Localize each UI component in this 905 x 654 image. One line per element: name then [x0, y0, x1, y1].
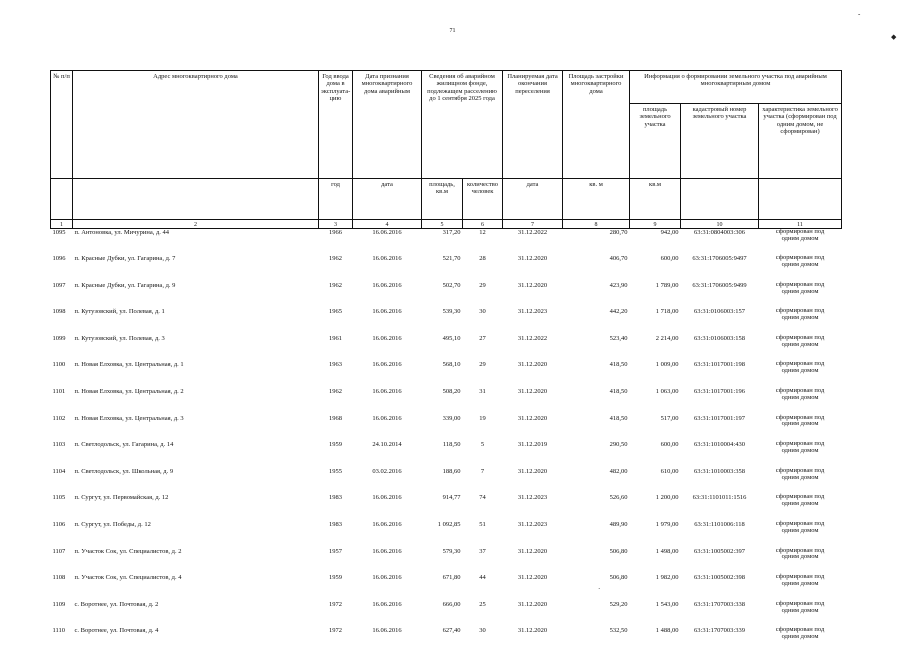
cadastral-number: 63:31:1010003:358 [681, 468, 759, 495]
building-area: 406,70 [563, 255, 630, 282]
building-area: 482,00 [563, 468, 630, 495]
land-characteristic-line: сформирован под [761, 335, 840, 342]
land-area: 1 009,00 [630, 361, 681, 388]
column-number: 4 [353, 220, 422, 229]
building-area: 529,20 [563, 601, 630, 628]
unit-people: количество человек [463, 179, 503, 220]
land-characteristic-line: сформирован под [761, 601, 840, 608]
cadastral-number: 63:31:0106003:158 [681, 335, 759, 362]
resident-count: 28 [463, 255, 503, 282]
commission-year: 1959 [319, 441, 353, 468]
house-address: с. Воротнее, ул. Почтовая, д. 4 [73, 627, 319, 654]
resident-count: 19 [463, 415, 503, 442]
header-cadastre: кадастровый номер земельного участка [681, 104, 759, 179]
house-address: п. Красные Дубки, ул. Гагарина, д. 7 [73, 255, 319, 282]
table-row [51, 255, 842, 282]
planned-resettlement-date: 31.12.2020 [503, 282, 563, 309]
table-row [51, 308, 842, 335]
commission-year: 1962 [319, 282, 353, 309]
row-number: 1095 [51, 229, 73, 256]
land-area: 1 543,00 [630, 601, 681, 628]
land-characteristic [759, 335, 842, 362]
building-area: 418,50 [563, 388, 630, 415]
building-area: 532,50 [563, 627, 630, 654]
table-row [51, 361, 842, 388]
land-characteristic-line: одним домом [761, 581, 840, 588]
resident-count: 29 [463, 361, 503, 388]
header-year: Год ввода дома в эксплуата-цию [319, 71, 353, 179]
column-number: 6 [463, 220, 503, 229]
cadastral-number: 63:31:1017001:196 [681, 388, 759, 415]
row-number: 1099 [51, 335, 73, 362]
emergency-housing-table [50, 70, 842, 654]
land-characteristic [759, 574, 842, 601]
row-number: 1102 [51, 415, 73, 442]
table-row [51, 468, 842, 495]
planned-resettlement-date: 31.12.2020 [503, 601, 563, 628]
planned-resettlement-date: 31.12.2019 [503, 441, 563, 468]
planned-resettlement-date: 31.12.2020 [503, 415, 563, 442]
planned-resettlement-date: 31.12.2023 [503, 308, 563, 335]
commission-year: 1962 [319, 388, 353, 415]
building-area: 526,60 [563, 494, 630, 521]
cadastral-number: 63:31:1010004:430 [681, 441, 759, 468]
housing-area: 568,10 [422, 361, 463, 388]
land-characteristic-line: одним домом [761, 368, 840, 375]
scan-mark: · [598, 585, 600, 593]
row-number: 1108 [51, 574, 73, 601]
recognition-date: 16.06.2016 [353, 361, 422, 388]
recognition-date: 24.10.2014 [353, 441, 422, 468]
column-number: 3 [319, 220, 353, 229]
recognition-date: 16.06.2016 [353, 229, 422, 256]
cadastral-number: 63:31:1707003:338 [681, 601, 759, 628]
commission-year: 1983 [319, 521, 353, 548]
row-number: 1106 [51, 521, 73, 548]
building-area: 418,50 [563, 415, 630, 442]
column-number: 1 [51, 220, 73, 229]
resident-count: 31 [463, 388, 503, 415]
land-characteristic [759, 308, 842, 335]
land-characteristic-line: сформирован под [761, 521, 840, 528]
commission-year: 1959 [319, 574, 353, 601]
land-characteristic-line: сформирован под [761, 282, 840, 289]
housing-area: 317,20 [422, 229, 463, 256]
land-characteristic [759, 415, 842, 442]
row-number: 1109 [51, 601, 73, 628]
row-number: 1107 [51, 548, 73, 575]
house-address: п. Участок Сок, ул. Специалистов, д. 4 [73, 574, 319, 601]
commission-year: 1972 [319, 601, 353, 628]
housing-area: 188,60 [422, 468, 463, 495]
column-number: 2 [73, 220, 319, 229]
land-characteristic [759, 361, 842, 388]
header-built-area: Площадь застройки многоквартирного дома [563, 71, 630, 179]
recognition-date: 16.06.2016 [353, 494, 422, 521]
house-address: с. Воротнее, ул. Почтовая, д. 2 [73, 601, 319, 628]
unit-empty [73, 179, 319, 220]
table-row [51, 627, 842, 654]
housing-area: 339,00 [422, 415, 463, 442]
land-characteristic-line: сформирован под [761, 255, 840, 262]
planned-resettlement-date: 31.12.2023 [503, 521, 563, 548]
house-address: п. Светлодольск, ул. Гагарина, д. 14 [73, 441, 319, 468]
header-recognition-date: Дата признания многоквартирного дома аварийным [353, 71, 422, 179]
recognition-date: 16.06.2016 [353, 521, 422, 548]
row-number: 1104 [51, 468, 73, 495]
unit-empty [51, 179, 73, 220]
scan-mark: ◆ [891, 33, 896, 41]
unit-date: дата [353, 179, 422, 220]
header-address: Адрес многоквартирного дома [73, 71, 319, 179]
recognition-date: 16.06.2016 [353, 308, 422, 335]
resident-count: 74 [463, 494, 503, 521]
table-row [51, 415, 842, 442]
housing-area: 521,70 [422, 255, 463, 282]
house-address: п. Светлодольск, ул. Школьная, д. 9 [73, 468, 319, 495]
row-number: 1103 [51, 441, 73, 468]
recognition-date: 03.02.2016 [353, 468, 422, 495]
recognition-date: 16.06.2016 [353, 574, 422, 601]
unit-year: год [319, 179, 353, 220]
cadastral-number: 63:31:1017001:198 [681, 361, 759, 388]
housing-area: 502,70 [422, 282, 463, 309]
table-row [51, 335, 842, 362]
planned-resettlement-date: 31.12.2020 [503, 361, 563, 388]
land-area: 1 979,00 [630, 521, 681, 548]
planned-resettlement-date: 31.12.2020 [503, 255, 563, 282]
resident-count: 37 [463, 548, 503, 575]
land-characteristic-line: сформирован под [761, 494, 840, 501]
housing-area: 627,40 [422, 627, 463, 654]
land-area: 1 488,00 [630, 627, 681, 654]
land-area: 1 063,00 [630, 388, 681, 415]
housing-area: 1 092,85 [422, 521, 463, 548]
land-area: 1 982,00 [630, 574, 681, 601]
resident-count: 12 [463, 229, 503, 256]
recognition-date: 16.06.2016 [353, 601, 422, 628]
header-land-area: площадь земельного участка [630, 104, 681, 179]
cadastral-number: 63:31:1101006:118 [681, 521, 759, 548]
resident-count: 5 [463, 441, 503, 468]
resident-count: 29 [463, 282, 503, 309]
land-characteristic-line: сформирован под [761, 361, 840, 368]
building-area: 523,40 [563, 335, 630, 362]
recognition-date: 16.06.2016 [353, 388, 422, 415]
cadastral-number: 63:31:1017001:197 [681, 415, 759, 442]
header-number: № п/п [51, 71, 73, 179]
cadastral-number: 63:31:1005002:397 [681, 548, 759, 575]
land-area: 1 498,00 [630, 548, 681, 575]
house-address: п. Красные Дубки, ул. Гагарина, д. 9 [73, 282, 319, 309]
building-area: 290,50 [563, 441, 630, 468]
building-area: 280,70 [563, 229, 630, 256]
commission-year: 1963 [319, 361, 353, 388]
resident-count: 51 [463, 521, 503, 548]
building-area: 442,20 [563, 308, 630, 335]
scan-mark: - [858, 10, 860, 18]
commission-year: 1955 [319, 468, 353, 495]
housing-area: 118,50 [422, 441, 463, 468]
header-land-info: Информация о формировании земельного участка под аварийным многоквартирным домом [630, 71, 842, 104]
table-row [51, 388, 842, 415]
table-row [51, 441, 842, 468]
land-area: 600,00 [630, 441, 681, 468]
house-address: п. Сургут, ул. Первомайская, д. 12 [73, 494, 319, 521]
land-characteristic-line: одним домом [761, 528, 840, 535]
building-area: 418,50 [563, 361, 630, 388]
table-row [51, 548, 842, 575]
land-characteristic-line: одним домом [761, 634, 840, 641]
land-characteristic-line: сформирован под [761, 415, 840, 422]
land-characteristic [759, 282, 842, 309]
table-body [51, 229, 842, 654]
land-area: 2 214,00 [630, 335, 681, 362]
resident-count: 30 [463, 308, 503, 335]
recognition-date: 16.06.2016 [353, 627, 422, 654]
land-characteristic-line: одним домом [761, 236, 840, 243]
recognition-date: 16.06.2016 [353, 282, 422, 309]
planned-resettlement-date: 31.12.2020 [503, 388, 563, 415]
commission-year: 1966 [319, 229, 353, 256]
land-characteristic-line: сформирован под [761, 468, 840, 475]
housing-area: 666,00 [422, 601, 463, 628]
housing-area: 914,77 [422, 494, 463, 521]
house-address: п. Кутузовский, ул. Полевая, д. 3 [73, 335, 319, 362]
column-number: 10 [681, 220, 759, 229]
land-characteristic [759, 255, 842, 282]
land-characteristic [759, 229, 842, 256]
housing-area: 579,30 [422, 548, 463, 575]
land-characteristic-line: одним домом [761, 475, 840, 482]
resident-count: 25 [463, 601, 503, 628]
building-area: 423,90 [563, 282, 630, 309]
resident-count: 30 [463, 627, 503, 654]
unit-land-area: кв.м [630, 179, 681, 220]
unit-plan-date: дата [503, 179, 563, 220]
land-area: 1 200,00 [630, 494, 681, 521]
land-characteristic-line: одним домом [761, 501, 840, 508]
house-address: п. Новая Елховка, ул. Центральная, д. 1 [73, 361, 319, 388]
cadastral-number: 63:31:1706005:9499 [681, 282, 759, 309]
building-area: 506,80 [563, 548, 630, 575]
commission-year: 1957 [319, 548, 353, 575]
commission-year: 1983 [319, 494, 353, 521]
housing-area: 495,10 [422, 335, 463, 362]
land-characteristic [759, 388, 842, 415]
unit-empty [759, 179, 842, 220]
row-number: 1101 [51, 388, 73, 415]
land-area: 600,00 [630, 255, 681, 282]
header-plan-date: Планируемая дата окончания переселения [503, 71, 563, 179]
table-row [51, 521, 842, 548]
recognition-date: 16.06.2016 [353, 548, 422, 575]
column-number: 7 [503, 220, 563, 229]
planned-resettlement-date: 31.12.2022 [503, 229, 563, 256]
land-characteristic-line: одним домом [761, 554, 840, 561]
cadastral-number: 63:31:1101011:1516 [681, 494, 759, 521]
planned-resettlement-date: 31.12.2020 [503, 468, 563, 495]
page-number: 71 [0, 28, 905, 34]
row-number: 1097 [51, 282, 73, 309]
table-row [51, 574, 842, 601]
land-characteristic [759, 601, 842, 628]
land-area: 517,00 [630, 415, 681, 442]
land-characteristic-line: одним домом [761, 608, 840, 615]
cadastral-number: 63:31:1707003:339 [681, 627, 759, 654]
land-characteristic-line: сформирован под [761, 548, 840, 555]
house-address: п. Новая Елховка, ул. Центральная, д. 2 [73, 388, 319, 415]
land-characteristic [759, 627, 842, 654]
header-land-char: характеристика земельного участка (сформирован под одним домом, не сформирован) [759, 104, 842, 179]
land-characteristic-line: одним домом [761, 448, 840, 455]
building-area: 489,90 [563, 521, 630, 548]
commission-year: 1968 [319, 415, 353, 442]
planned-resettlement-date: 31.12.2020 [503, 548, 563, 575]
cadastral-number: 63:31:1005002:398 [681, 574, 759, 601]
column-number: 5 [422, 220, 463, 229]
unit-area: площадь, кв.м [422, 179, 463, 220]
planned-resettlement-date: 31.12.2020 [503, 574, 563, 601]
unit-empty [681, 179, 759, 220]
table-header [51, 71, 842, 229]
land-area: 1 789,00 [630, 282, 681, 309]
land-characteristic-line: одним домом [761, 262, 840, 269]
building-area: 506,80 [563, 574, 630, 601]
commission-year: 1961 [319, 335, 353, 362]
land-characteristic [759, 521, 842, 548]
column-number: 9 [630, 220, 681, 229]
commission-year: 1965 [319, 308, 353, 335]
commission-year: 1972 [319, 627, 353, 654]
land-characteristic [759, 468, 842, 495]
row-number: 1110 [51, 627, 73, 654]
land-characteristic-line: сформирован под [761, 574, 840, 581]
recognition-date: 16.06.2016 [353, 255, 422, 282]
table-row [51, 282, 842, 309]
recognition-date: 16.06.2016 [353, 415, 422, 442]
resident-count: 27 [463, 335, 503, 362]
house-address: п. Участок Сок, ул. Специалистов, д. 2 [73, 548, 319, 575]
header-housing-info: Сведения об аварийном жилищном фонде, подлежащем расселению до 1 сентября 2025 года [422, 71, 503, 179]
unit-built-area: кв. м [563, 179, 630, 220]
house-address: п. Антоновка, ул. Мичурина, д. 44 [73, 229, 319, 256]
land-characteristic-line: сформирован под [761, 388, 840, 395]
table-row [51, 494, 842, 521]
land-characteristic [759, 548, 842, 575]
resident-count: 7 [463, 468, 503, 495]
land-characteristic-line: одним домом [761, 395, 840, 402]
row-number: 1096 [51, 255, 73, 282]
land-characteristic-line: сформирован под [761, 627, 840, 634]
column-number: 8 [563, 220, 630, 229]
land-characteristic-line: одним домом [761, 289, 840, 296]
table-row [51, 229, 842, 256]
row-number: 1098 [51, 308, 73, 335]
land-area: 942,00 [630, 229, 681, 256]
land-area: 1 718,00 [630, 308, 681, 335]
house-address: п. Сургут, ул. Победы, д. 12 [73, 521, 319, 548]
cadastral-number: 63:31:0804003:306 [681, 229, 759, 256]
commission-year: 1962 [319, 255, 353, 282]
planned-resettlement-date: 31.12.2023 [503, 494, 563, 521]
land-characteristic-line: одним домом [761, 342, 840, 349]
table-row [51, 601, 842, 628]
land-characteristic-line: сформирован под [761, 308, 840, 315]
planned-resettlement-date: 31.12.2022 [503, 335, 563, 362]
housing-area: 539,30 [422, 308, 463, 335]
land-characteristic [759, 441, 842, 468]
land-characteristic [759, 494, 842, 521]
column-number-row [51, 220, 842, 229]
land-characteristic-line: сформирован под [761, 229, 840, 236]
resident-count: 44 [463, 574, 503, 601]
land-characteristic-line: сформирован под [761, 441, 840, 448]
house-address: п. Новая Елховка, ул. Центральная, д. 3 [73, 415, 319, 442]
housing-area: 671,80 [422, 574, 463, 601]
land-area: 610,00 [630, 468, 681, 495]
planned-resettlement-date: 31.12.2020 [503, 627, 563, 654]
recognition-date: 16.06.2016 [353, 335, 422, 362]
cadastral-number: 63:31:0106003:157 [681, 308, 759, 335]
row-number: 1100 [51, 361, 73, 388]
land-characteristic-line: одним домом [761, 315, 840, 322]
house-address: п. Кутузовский, ул. Полевая, д. 1 [73, 308, 319, 335]
column-number: 11 [759, 220, 842, 229]
land-characteristic-line: одним домом [761, 421, 840, 428]
cadastral-number: 63:31:1706005:9497 [681, 255, 759, 282]
housing-area: 508,20 [422, 388, 463, 415]
row-number: 1105 [51, 494, 73, 521]
